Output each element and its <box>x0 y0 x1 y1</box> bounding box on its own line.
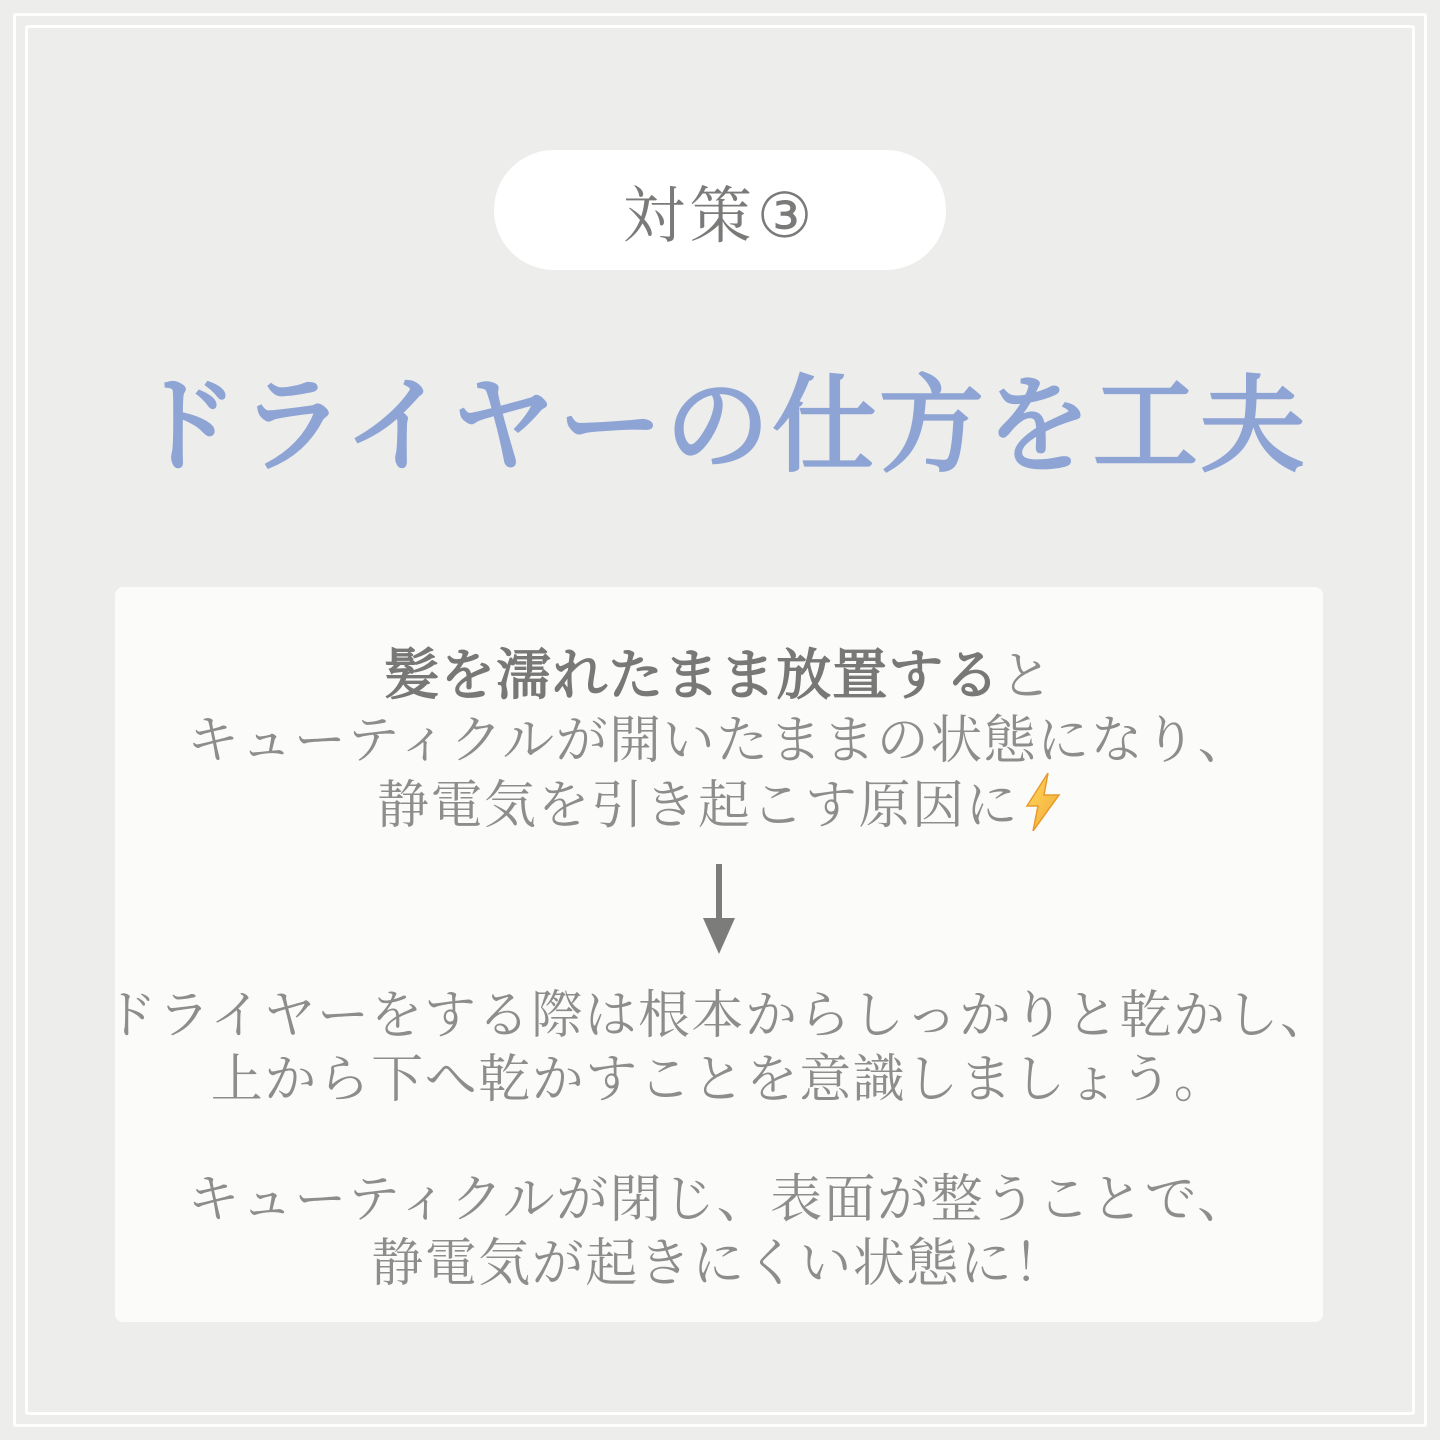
cause-line-3-text: 静電気を引き起こす原因に <box>376 777 1019 835</box>
cause-suffix-text: と <box>1000 648 1054 706</box>
result-line-2: 静電気が起きにくい状態に！ <box>371 1235 1067 1293</box>
measure-number-label: 対策③ <box>622 181 818 251</box>
cause-line-1 <box>187 643 1251 709</box>
result-paragraph <box>187 1168 1250 1296</box>
cause-paragraph <box>187 643 1251 846</box>
lightning-icon <box>1025 773 1061 846</box>
down-arrow-icon <box>699 864 739 956</box>
cause-line-3 <box>187 773 1251 846</box>
page-title: ドライヤーの仕方を工夫 <box>133 368 1307 485</box>
result-line-1: キューティクルが閉じ、表面が整うことで、 <box>187 1171 1251 1229</box>
advice-line-1: ドライヤーをする際は根本からしっかりと乾かし、 <box>104 987 1334 1045</box>
advice-paragraph <box>105 984 1334 1112</box>
measure-number-badge <box>494 150 946 270</box>
cause-line-2: キューティクルが開いたままの状態になり、 <box>186 712 1252 770</box>
advice-line-2: 上から下へ乾かすことを意識しましょう。 <box>210 1051 1228 1109</box>
content-card <box>104 587 1334 1322</box>
cause-bold-text: 髪を濡れたまま放置する <box>384 644 1001 706</box>
